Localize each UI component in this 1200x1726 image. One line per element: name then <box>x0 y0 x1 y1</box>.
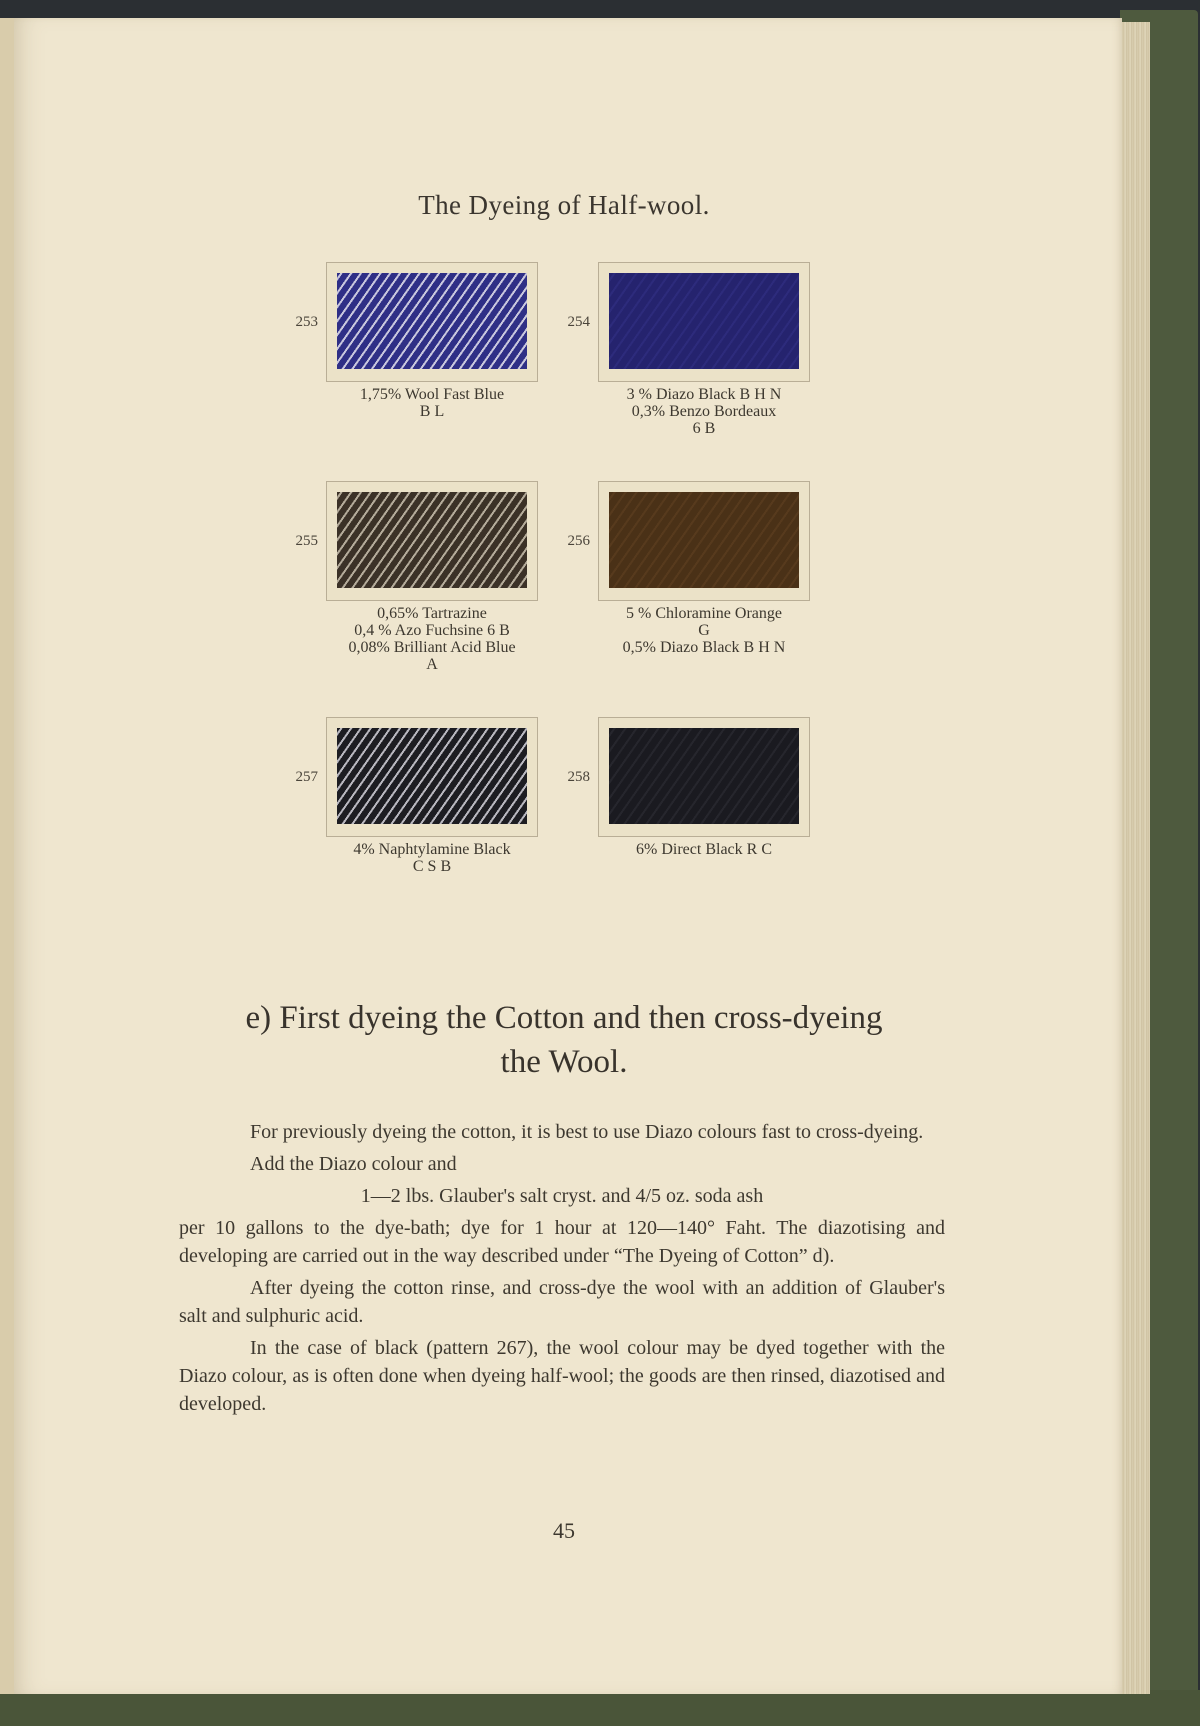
page-number: 45 <box>553 1518 575 1543</box>
swatch-frame <box>598 262 810 382</box>
fabric-swatch <box>337 728 527 824</box>
label-line: 4% Naphtylamine Black <box>353 841 511 858</box>
fabric-swatch <box>337 492 527 588</box>
recipe-line: 1—2 lbs. Glauber's salt cryst. and 4/5 oz. soda ash <box>360 1185 764 1207</box>
paragraph: For previously dyeing the cotton, it is best to use Diazo colours fast to cross-dyeing. <box>250 1121 924 1143</box>
body-text <box>179 1118 945 1422</box>
section-title <box>164 996 964 1084</box>
paragraph: In the case of black (pattern 267), the wool colour may be dyed together with the Diazo colour, as is often done when dyeing half-wool; the goods are then rinsed, diazotised and developed. <box>179 1337 945 1415</box>
label-line: A <box>426 656 438 673</box>
sample-number: 256 <box>567 533 590 549</box>
label-line: G <box>698 622 710 639</box>
label-line: 1,75% Wool Fast Blue <box>359 386 505 403</box>
label-line: 6% Direct Black R C <box>636 841 772 858</box>
sample-number: 255 <box>295 533 318 549</box>
label-line: 3 % Diazo Black B H N <box>626 386 782 403</box>
section-title-line: e) First dyeing the Cotton and then cross-dyeing <box>245 1000 883 1036</box>
swatch-frame <box>326 262 538 382</box>
label-line: B L <box>419 403 445 420</box>
label-line: 0,08% Brilliant Acid Blue <box>348 639 516 656</box>
fabric-swatch <box>337 273 527 369</box>
sample-number: 254 <box>567 314 590 330</box>
swatch-frame <box>326 717 538 837</box>
sample-label <box>326 841 538 875</box>
sample-254 <box>567 262 810 437</box>
sample-257 <box>295 717 538 875</box>
fabric-swatch <box>609 492 799 588</box>
book-cover-bottom <box>0 1690 1200 1726</box>
label-line: 0,65% Tartrazine <box>377 605 487 622</box>
sample-256 <box>567 481 810 656</box>
running-head: The Dyeing of Half-wool. <box>418 190 710 220</box>
sample-label <box>326 605 538 673</box>
sample-258 <box>567 717 810 858</box>
paragraph: per 10 gallons to the dye-bath; dye for 1 hour at 120—140° Faht. The diazotising and developing are carried out in the way described under “The Dyeing of Cotton” d). <box>179 1217 945 1267</box>
sample-label <box>598 386 810 437</box>
swatch-frame <box>598 717 810 837</box>
sample-label <box>598 841 810 858</box>
label-line: 0,4 % Azo Fuchsine 6 B <box>354 622 510 639</box>
sample-number: 257 <box>295 769 318 785</box>
paragraph: Add the Diazo colour and <box>250 1153 457 1175</box>
label-line: 0,5% Diazo Black B H N <box>622 639 786 656</box>
label-line: 5 % Chloramine Orange <box>626 605 782 622</box>
sample-number: 258 <box>567 769 590 785</box>
swatch-frame <box>598 481 810 601</box>
fabric-swatch <box>609 728 799 824</box>
paragraph: After dyeing the cotton rinse, and cross-dye the wool with an addition of Glauber's salt and sulphuric acid. <box>179 1277 945 1327</box>
book-page <box>14 18 1122 1694</box>
label-line: C S B <box>412 858 452 875</box>
fabric-swatch <box>609 273 799 369</box>
label-line: 0,3% Benzo Bordeaux <box>631 403 777 420</box>
sample-number: 253 <box>295 314 318 330</box>
sample-label <box>598 605 810 656</box>
sample-255 <box>295 481 538 673</box>
sample-label <box>326 386 538 420</box>
swatch-frame <box>326 481 538 601</box>
sample-253 <box>295 262 538 420</box>
section-title-line: the Wool. <box>500 1044 628 1080</box>
label-line: 6 B <box>692 420 716 437</box>
